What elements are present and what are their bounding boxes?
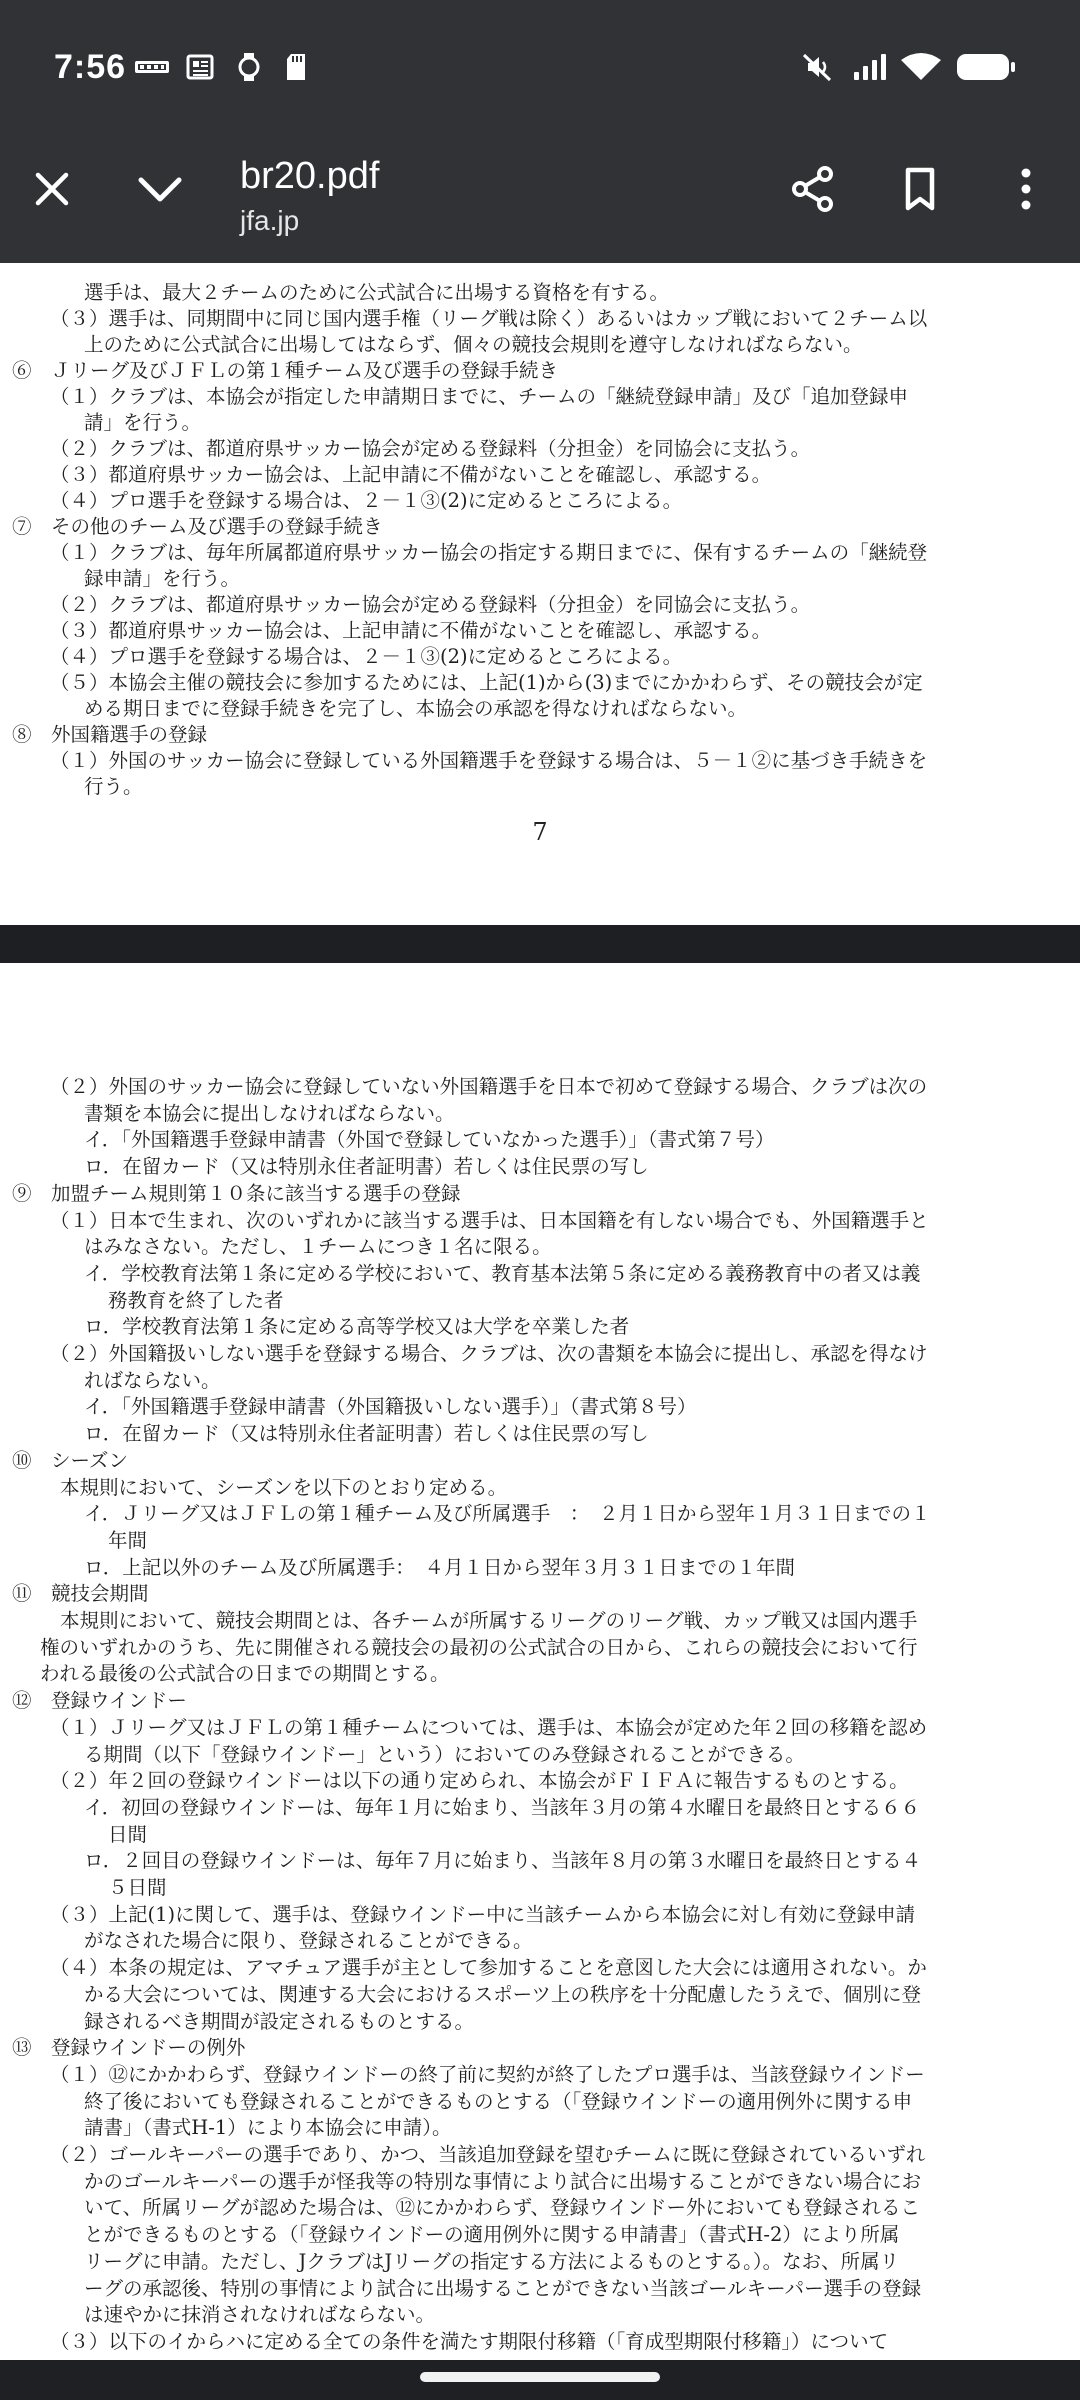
page8-text-line: 務教育を終了した者 [108,1288,284,1312]
news-icon [185,52,215,82]
system-navigation-bar [0,2360,1080,2400]
page8-text-line: ⑫ 登録ウインドー [12,1689,187,1713]
page7-text-line: （３）選手は、同期間中に同じ国内選手権（リーグ戦は除く）あるいはカップ戦において２チーム以 [50,307,928,330]
page8-text-line: （１）Ｊリーグ又はＪＦＬの第１種チームについては、選手は、本協会が定めた年２回の移籍を認め [50,1715,928,1739]
page8-text-line: ロ．在留カード（又は特別永住者証明書）若しくは住民票の写し [84,1422,649,1446]
page7-text-line: （２）クラブは、都道府県サッカー協会が定める登録料（分担金）を同協会に支払う。 [50,593,811,616]
page8-text-line: 録されるべき期間が設定されるものとする。 [84,2009,475,2033]
page8-text-line: とができるものとする（「登録ウインドーの適用例外に関する申請書」（書式H-2）により所属 [84,2223,900,2247]
page8-text-line: ⑩ シーズン [12,1448,129,1472]
page8-text-line: は速やかに抹消されなければならない。 [84,2303,436,2327]
page8-text-line: 書類を本協会に提出しなければならない。 [84,1101,455,1125]
page8-text-line: ロ．在留カード（又は特別永住者証明書）若しくは住民票の写し [84,1155,649,1179]
page8-text-line: われる最後の公式試合の日までの期間とする。 [40,1662,450,1686]
page8-text-line: ればならない。 [84,1368,221,1392]
chevron-down-icon [136,169,184,209]
sport-app-icon [134,52,170,82]
page8-text-line: イ．「外国籍選手登録申請書（外国籍扱いしない選手）」（書式第８号） [84,1395,697,1419]
page8-text-line: ーグの承認後、特別の事情により試合に出場することができない当該ゴールキーパー選手の登録 [84,2276,922,2300]
page8-text-line: 年間 [108,1528,148,1552]
more-options-button[interactable] [996,159,1056,219]
page-separator [0,925,1080,963]
bookmark-icon [900,166,940,212]
page8-text-line: ⑨ 加盟チーム規則第１０条に該当する選手の登録 [12,1181,461,1205]
page7-text-line: 選手は、最大２チームのために公式試合に出場する資格を有する。 [84,281,670,304]
page8-text-line: 請書」（書式H-1）により本協会に申請）。 [84,2116,452,2140]
close-icon [32,169,72,209]
page8-text-line: 権のいずれかのうち、先に開催される競技会の最初の公式試合の日から、これらの競技会において行 [40,1635,918,1659]
mute-icon [800,52,834,82]
page8-text-line: かる大会については、関連する大会におけるスポーツ上の秩序を十分配慮したうえで、個別に登 [84,1982,921,2006]
close-button[interactable] [22,159,82,219]
page8-text-line: イ．初回の登録ウインドーは、毎年１月に始まり、当該年３月の第４水曜日を最終日とする６６ [84,1795,921,1819]
page7-text-line: （４）プロ選手を登録する場合は、２－１③(2)に定めるところによる。 [50,489,683,512]
watch-icon [236,52,262,82]
page8-text-line: ロ．２回目の登録ウインドーは、毎年７月に始まり、当該年８月の第３水曜日を最終日とする４ [84,1849,922,1873]
page8-text-line: （４）本条の規定は、アマチュア選手が主として参加することを意図した大会には適用されない。か [50,1956,927,1980]
page7-text-line: 上のために公式試合に出場してはならず、個々の競技会規則を遵守しなければならない。 [84,333,863,356]
page8-text-line: イ．「外国籍選手登録申請書（外国で登録していなかった選手）」（書式第７号） [84,1128,775,1152]
status-time: 7:56 [54,48,127,86]
page8-text-line: リーグに申請。ただし、JクラブはJリーグの指定する方法によるものとする。）。なお、所属リ [84,2249,900,2273]
page8-text-line: はみなさない。ただし、１チームにつき１名に限る。 [84,1235,552,1259]
page7-text-line: （１）クラブは、本協会が指定した申請期日までに、チームの「継続登録申請」及び「追加登録申 [50,385,909,408]
page8-text-line: イ．学校教育法第１条に定める学校において、教育基本法第５条に定める義務教育中の者又は義 [84,1261,921,1285]
page8-text-line: る期間（以下「登録ウインドー」という）においてのみ登録されることができる。 [84,1742,805,1766]
page8-text-line: 日間 [108,1822,148,1846]
bookmark-button[interactable] [890,159,950,219]
page8-text-line: がなされた場合に限り、登録されることができる。 [84,1929,533,1953]
page7-text-line: 録申請」を行う。 [84,567,241,590]
wifi-icon [900,52,942,82]
page8-text-line: （３）上記(1)に関して、選手は、登録ウインドー中に当該チームから本協会に対し有効に登録申請 [50,1902,916,1926]
document-title: br20.pdf [240,155,380,197]
battery-icon [956,52,1016,82]
page7-text-line: ⑥ Ｊリーグ及びＪＦＬの第１種チーム及び選手の登録手続き [12,359,559,382]
page8-text-line: ロ．学校教育法第１条に定める高等学校又は大学を卒業した者 [84,1315,630,1339]
page8-text-line: イ．Ｊリーグ又はＪＦＬの第１種チーム及び所属選手 ： ２月１日から翌年１月３１日までの１ [84,1502,931,1526]
pdf-viewer-app-bar [0,135,1080,263]
page8-text-line: （１）⑫にかかわらず、登録ウインドーの終了前に契約が終了したプロ選手は、当該登録ウインドー [50,2062,925,2086]
status-bar [0,0,1080,135]
page7-text-line: （５）本協会主催の競技会に参加するためには、上記(1)から(3)までにかかわらず、その競技会が定 [50,671,923,694]
page7-text-line: （４）プロ選手を登録する場合は、２－１③(2)に定めるところによる。 [50,645,683,668]
page8-text-line: ロ．上記以外のチーム及び所属選手： ４月１日から翌年３月３１日までの１年間 [84,1555,795,1579]
share-icon [789,165,837,213]
page8-text-line: 本規則において、シーズンを以下のとおり定める。 [60,1475,508,1499]
document-source: jfa.jp [240,205,300,236]
page8-text-line: かのゴールキーパーの選手が怪我等の特別な事情により試合に出場することができない場合にお [84,2169,922,2193]
share-button[interactable] [783,159,843,219]
page8-text-line: ５日間 [108,1876,167,1899]
page7-text-line: （２）クラブは、都道府県サッカー協会が定める登録料（分担金）を同協会に支払う。 [50,437,811,460]
page8-text-line: いて、所属リーグが認めた場合は、⑫にかかわらず、登録ウインドー外においても登録されるこ [84,2196,920,2220]
page8-text-line: （１）日本で生まれ、次のいずれかに該当する選手は、日本国籍を有しない場合でも、外国籍選手と [50,1208,929,1232]
page8-text-line: （２）外国のサッカー協会に登録していない外国籍選手を日本で初めて登録する場合、クラブは次の [50,1075,928,1098]
page8-text-line: ⑬ 登録ウインドーの例外 [12,2036,246,2060]
page8-text-line: ⑪ 競技会期間 [12,1582,149,1606]
page7-text-line: （３）都道府県サッカー協会は、上記申請に不備がないことを確認し、承認する。 [50,619,772,642]
page8-text-line: 終了後においても登録されることができるものとする（「登録ウインドーの適用例外に関する申 [84,2089,913,2113]
page-number: 7 [532,818,548,846]
page7-text-line: 請」を行う。 [84,411,202,434]
sd-card-icon [283,52,309,82]
home-gesture-handle[interactable] [420,2372,660,2382]
page7-text-line: （１）外国のサッカー協会に登録している外国籍選手を登録する場合は、５－１②に基づき手続きを [50,749,928,772]
page8-text-line: （２）年２回の登録ウインドーは以下の通り定められ、本協会がＦＩＦＡに報告するものとする。 [50,1769,909,1793]
page7-text-line: （１）クラブは、毎年所属都道府県サッカー協会の指定する期日までに、保有するチームの「継続登 [50,541,928,564]
page7-text-line: める期日までに登録手続きを完了し、本協会の承認を得なければならない。 [84,697,748,720]
signal-icon [852,52,888,82]
page8-text-line: 本規則において、競技会期間とは、各チームが所属するリーグのリーグ戦、カップ戦又は国内選手 [60,1609,918,1632]
collapse-button[interactable] [130,159,190,219]
page7-text-line: ⑧ 外国籍選手の登録 [12,723,208,746]
page7-text-line: （３）都道府県サッカー協会は、上記申請に不備がないことを確認し、承認する。 [50,463,772,486]
page7-text-line: 行う。 [84,775,143,798]
page7-text-line: ⑦ その他のチーム及び選手の登録手続き [12,515,383,538]
more-vert-icon [1016,167,1036,211]
page8-text-line: （３）以下のイからハに定める全ての条件を満たす期限付移籍（「育成型期限付移籍」）について [50,2329,889,2353]
pdf-document-view[interactable] [0,263,1080,2395]
page8-text-line: （２）外国籍扱いしない選手を登録する場合、クラブは、次の書類を本協会に提出し、承認を得なけ [50,1342,928,1365]
page8-text-line: （２）ゴールキーパーの選手であり、かつ、当該追加登録を望むチームに既に登録されているいずれ [50,2143,926,2166]
